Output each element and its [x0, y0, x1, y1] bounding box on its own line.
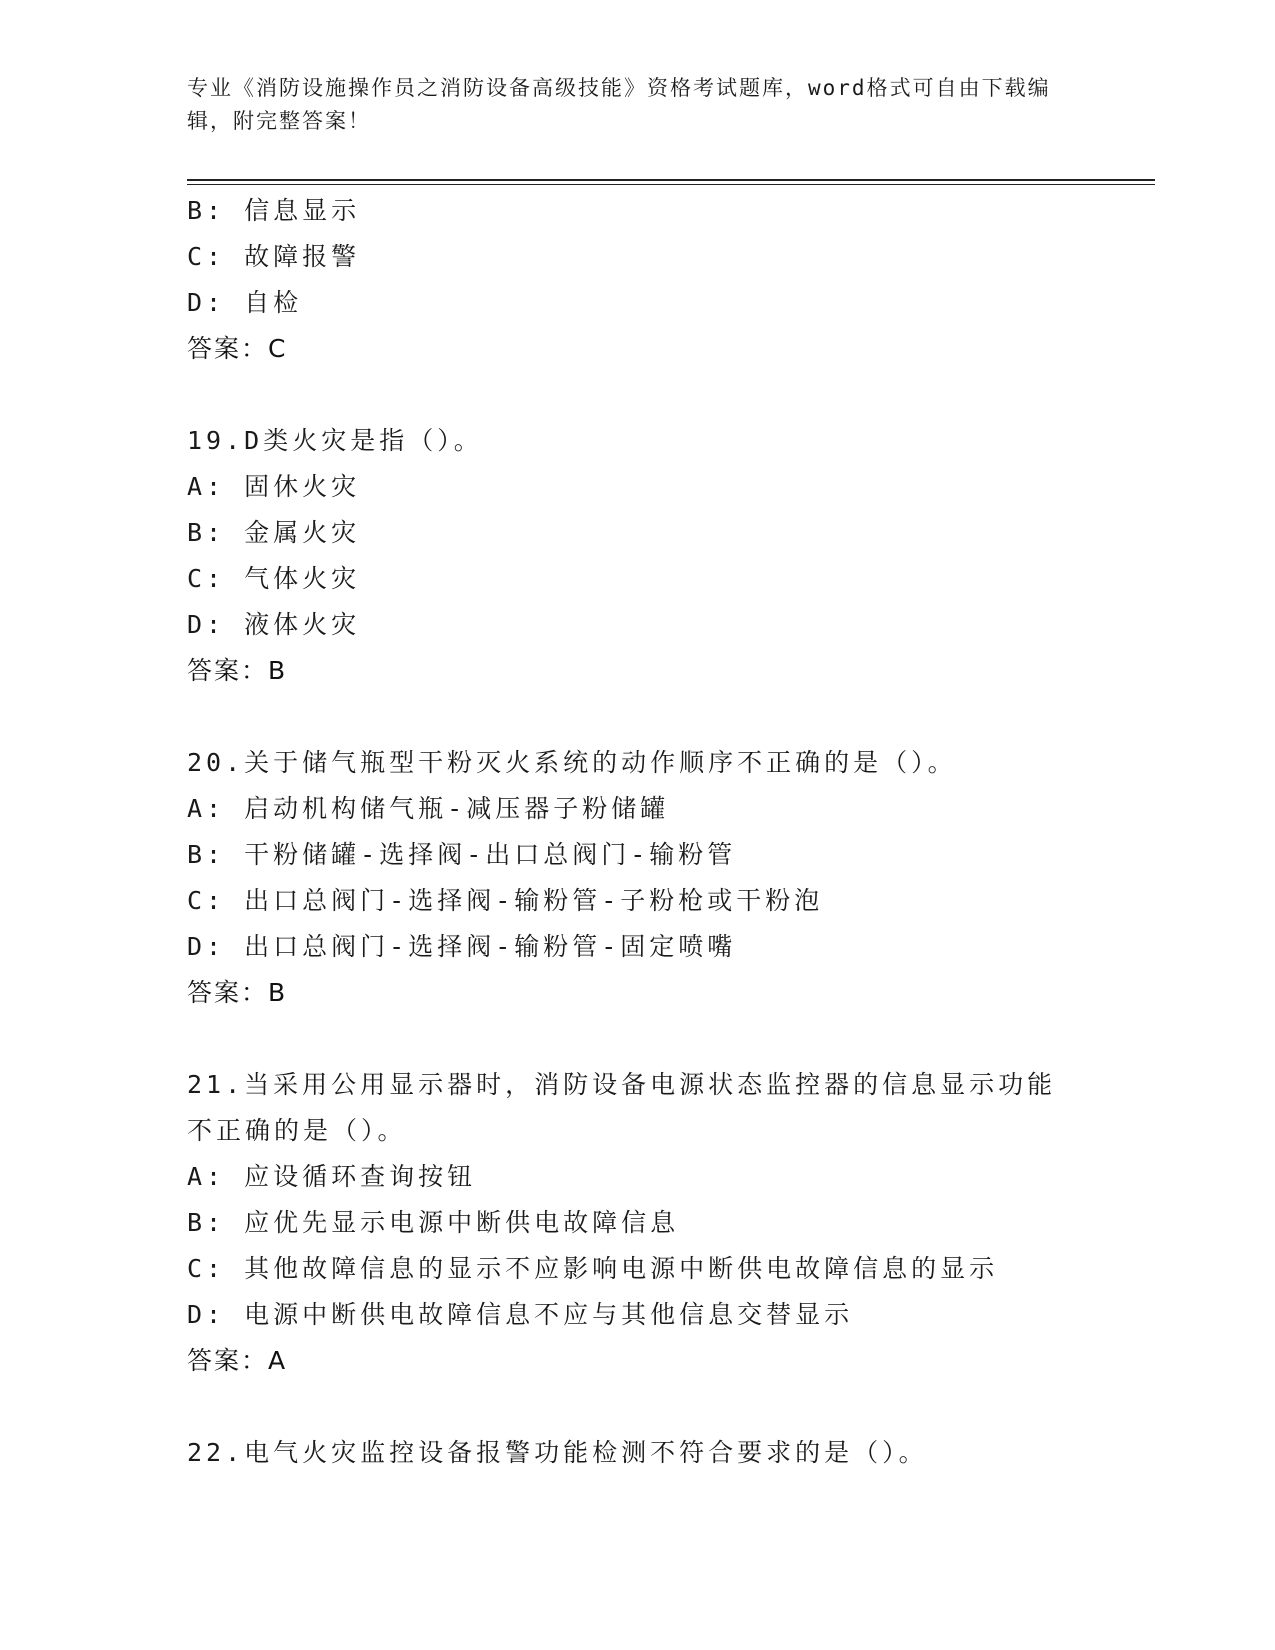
header-rule-thick — [187, 179, 1155, 181]
option-c: C: 气体火灾 — [187, 564, 361, 593]
option-a: A: 固休火灾 — [187, 472, 361, 501]
question-22 — [187, 1430, 1087, 1476]
answer-line: 答案：B — [187, 656, 288, 685]
option-b: B: 干粉储罐-选择阀-出口总阀门-输粉管 — [187, 840, 737, 869]
answer-line: 答案：A — [187, 1346, 288, 1375]
question-list — [187, 188, 1087, 1476]
question-19 — [187, 418, 1087, 694]
option-b: B: 金属火灾 — [187, 518, 361, 547]
option-a: A: 应设循环查询按钮 — [187, 1162, 477, 1191]
option-b: B: 应优先显示电源中断供电故障信息 — [187, 1208, 680, 1237]
answer-line: 答案：B — [187, 978, 288, 1007]
question-text: 22.电气火灾监控设备报警功能检测不符合要求的是（）。 — [187, 1438, 928, 1467]
question-text: 19.D类火灾是指（）。 — [187, 426, 483, 455]
option-d: D: 液体火灾 — [187, 610, 361, 639]
option-d: D: 出口总阀门-选择阀-输粉管-固定喷嘴 — [187, 932, 737, 961]
document-header: 专业《消防设施操作员之消防设备高级技能》资格考试题库，word格式可自由下载编辑，附完整答案！ — [187, 76, 1051, 133]
question-fragment — [187, 188, 1087, 372]
option-a: A: 启动机构储气瓶-减压器子粉储罐 — [187, 794, 670, 823]
option-d: D: 自检 — [187, 288, 303, 317]
option-c: C: 出口总阀门-选择阀-输粉管-子粉枪或干粉泡 — [187, 886, 824, 915]
option-c: C: 故障报警 — [187, 242, 361, 271]
question-text: 20.关于储气瓶型干粉灭火系统的动作顺序不正确的是（）。 — [187, 748, 957, 777]
option-c: C: 其他故障信息的显示不应影响电源中断供电故障信息的显示 — [187, 1254, 999, 1283]
question-21 — [187, 1062, 1087, 1384]
question-text: 21.当采用公用显示器时，消防设备电源状态监控器的信息显示功能不正确的是（）。 — [187, 1070, 1057, 1145]
option-d: D: 电源中断供电故障信息不应与其他信息交替显示 — [187, 1300, 854, 1329]
answer-line: 答案：C — [187, 334, 288, 363]
option-b: B: 信息显示 — [187, 196, 361, 225]
header-rule-thin — [187, 184, 1155, 185]
question-20 — [187, 740, 1087, 1016]
